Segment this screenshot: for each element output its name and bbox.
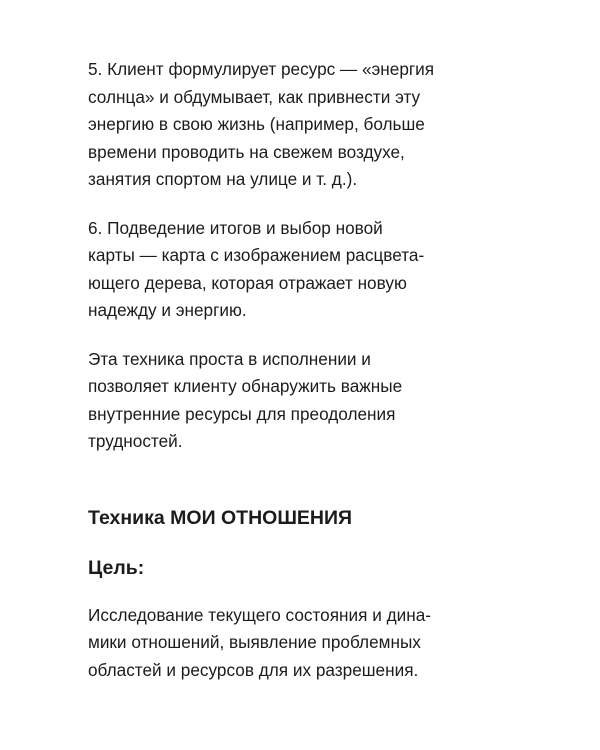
- step-6-paragraph: [88, 215, 508, 325]
- text-line: внутренние ресурсы для преодоления: [88, 403, 396, 424]
- text-line: Исследование текущего состояния и дина-: [88, 604, 431, 625]
- step-5-paragraph: [88, 56, 508, 194]
- text-line: солнца» и обдумывает, как привнести эту: [88, 86, 421, 107]
- text-line: надежду и энергию.: [88, 300, 247, 320]
- goal-heading: Цель:: [88, 556, 145, 579]
- text-line: энергию в свою жизнь (например, больше: [88, 114, 425, 134]
- text-line: 6. Подведение итогов и выбор новой: [88, 217, 383, 238]
- text-line: карты — карта с изображением расцвета-: [88, 245, 425, 265]
- conclusion-paragraph: [88, 346, 508, 456]
- technique-title: Техника МОИ ОТНОШЕНИЯ: [88, 506, 353, 529]
- goal-paragraph: [88, 602, 508, 685]
- text-line: трудностей.: [88, 431, 183, 451]
- text-line: Эта техника проста в исполнении и: [88, 348, 371, 369]
- text-line: времени проводить на свежем воздухе,: [88, 141, 405, 162]
- text-line: мики отношений, выявление проблемных: [88, 632, 421, 652]
- text-line: 5. Клиент формулирует ресурс — «энергия: [88, 59, 435, 79]
- text-line: областей и ресурсов для их разрешения.: [88, 659, 419, 680]
- text-line: занятия спортом на улице и т. д.).: [88, 169, 358, 189]
- text-line: ющего дерева, которая отражает новую: [88, 272, 407, 293]
- document-page: [88, 56, 508, 684]
- text-line: позволяет клиенту обнаружить важные: [88, 376, 403, 396]
